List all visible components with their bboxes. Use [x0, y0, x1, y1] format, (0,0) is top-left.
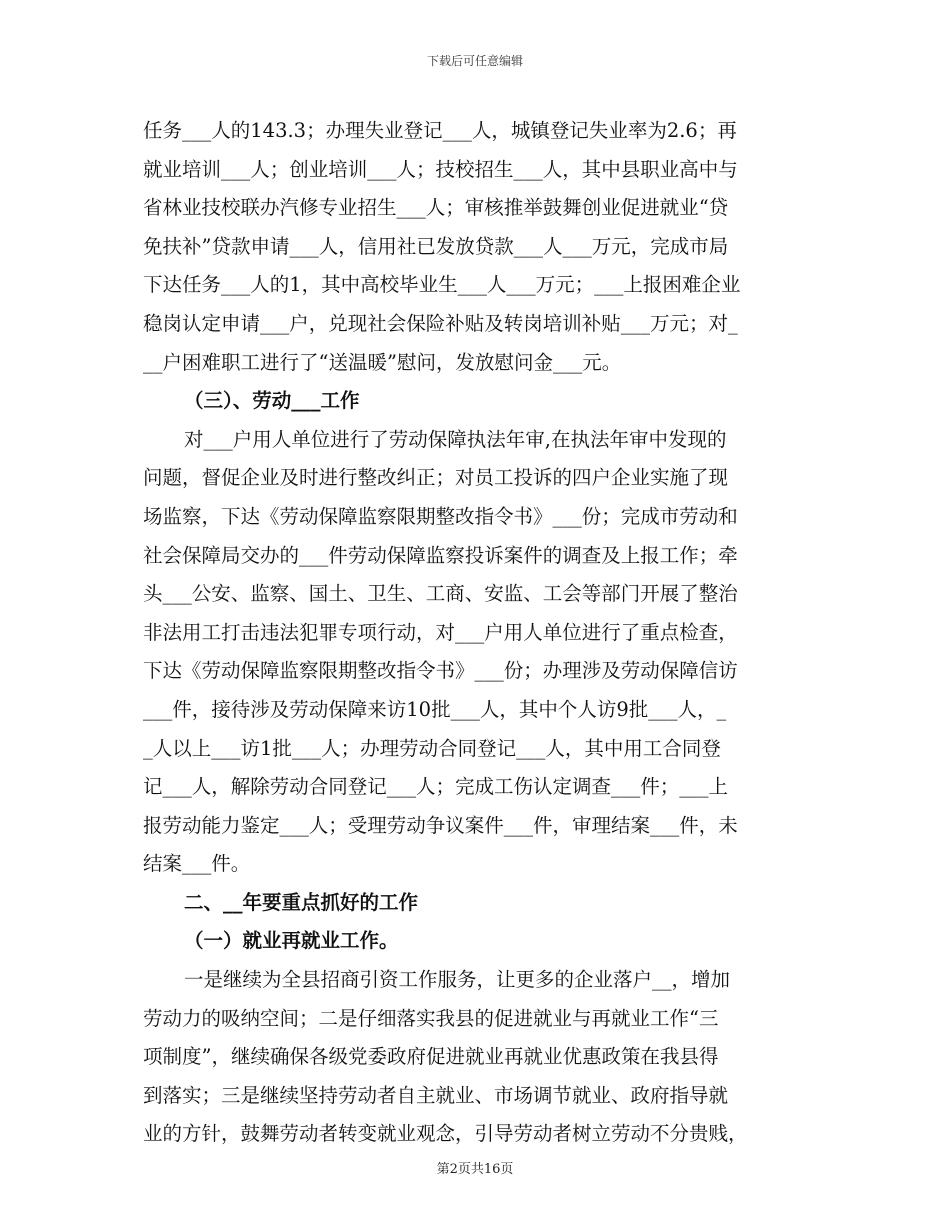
- text-line: 省林业技校联办汽修专业招生___人；审核推举鼓舞创业促进就业“贷: [143, 196, 729, 220]
- text-line: 一是继续为全县招商引资工作服务，让更多的企业落户__，增加: [184, 968, 731, 992]
- text-line: 场监察，下达《劳动保障监察限期整改指令书》___份；完成市劳动和: [143, 504, 738, 528]
- text-line: 下达任务___人的1，其中高校毕业生___人___万元；___上报困难企业: [143, 273, 741, 297]
- text-line: __户困难职工进行了“送温暖”慰问，发放慰问金___元。: [143, 350, 622, 374]
- text-line: 劳动力的吸纳空间；二是仔细落实我县的促进就业与再就业工作“三: [143, 1006, 719, 1030]
- subsection-heading: （一）就业再就业工作。: [184, 929, 399, 953]
- text-line: 业的方针，鼓舞劳动者转变就业观念，引导劳动者树立劳动不分贵贱，: [143, 1122, 748, 1146]
- text-line: 结案___件。: [143, 852, 251, 876]
- text-line: 就业培训___人；创业培训___人；技校招生___人，其中县职业高中与: [143, 157, 738, 181]
- text-line: 任务___人的143.3；办理失业登记___人，城镇登记失业率为2.6；再: [143, 119, 737, 142]
- section-heading: 二、__年要重点抓好的工作: [184, 890, 419, 914]
- text-line: 稳岗认定申请___户，兑现社会保险补贴及转岗培训补贴___万元；对_: [143, 311, 738, 335]
- text-line: 下达《劳动保障监察限期整改指令书》___份；办理涉及劳动保障信访: [143, 659, 738, 683]
- text-line: 报劳动能力鉴定___人；受理劳动争议案件___件，审理结案___件，未: [143, 813, 738, 837]
- text-line: 对___户用人单位进行了劳动保障执法年审,在执法年审中发现的: [184, 427, 727, 451]
- text-line: ___件，接待涉及劳动保障来访10批___人，其中个人访9批___人，_: [143, 697, 727, 721]
- page-number: 第2页共16页: [436, 1162, 514, 1177]
- text-line: 记___人，解除劳动合同登记___人；完成工伤认定调查___件；___上: [143, 775, 729, 799]
- document-body: [143, 112, 803, 1154]
- text-line: _人以上___访1批___人；办理劳动合同登记___人，其中用工合同登: [143, 736, 721, 760]
- text-line: 头___公安、监察、国土、卫生、工商、安监、工会等部门开展了整治: [143, 582, 738, 606]
- text-line: 非法用工打击违法犯罪专项行动，对___户用人单位进行了重点检查，: [143, 620, 738, 644]
- page-header: 下载后可任意编辑: [426, 54, 523, 68]
- text-line: 到落实；三是继续坚持劳动者自主就业、市场调节就业、政府指导就: [143, 1083, 729, 1107]
- text-line: 免扶补”贷款申请___人，信用社已发放贷款___人___万元，完成市局: [143, 234, 729, 258]
- section-heading: （三）、劳动___工作: [184, 389, 360, 413]
- text-line: 问题，督促企业及时进行整改纠正；对员工投诉的四户企业实施了现: [143, 466, 729, 490]
- text-line: 项制度”，继续确保各级党委政府促进就业再就业优惠政策在我县得: [143, 1045, 719, 1069]
- text-line: 社会保障局交办的___件劳动保障监察投诉案件的调查及上报工作；牵: [143, 543, 738, 567]
